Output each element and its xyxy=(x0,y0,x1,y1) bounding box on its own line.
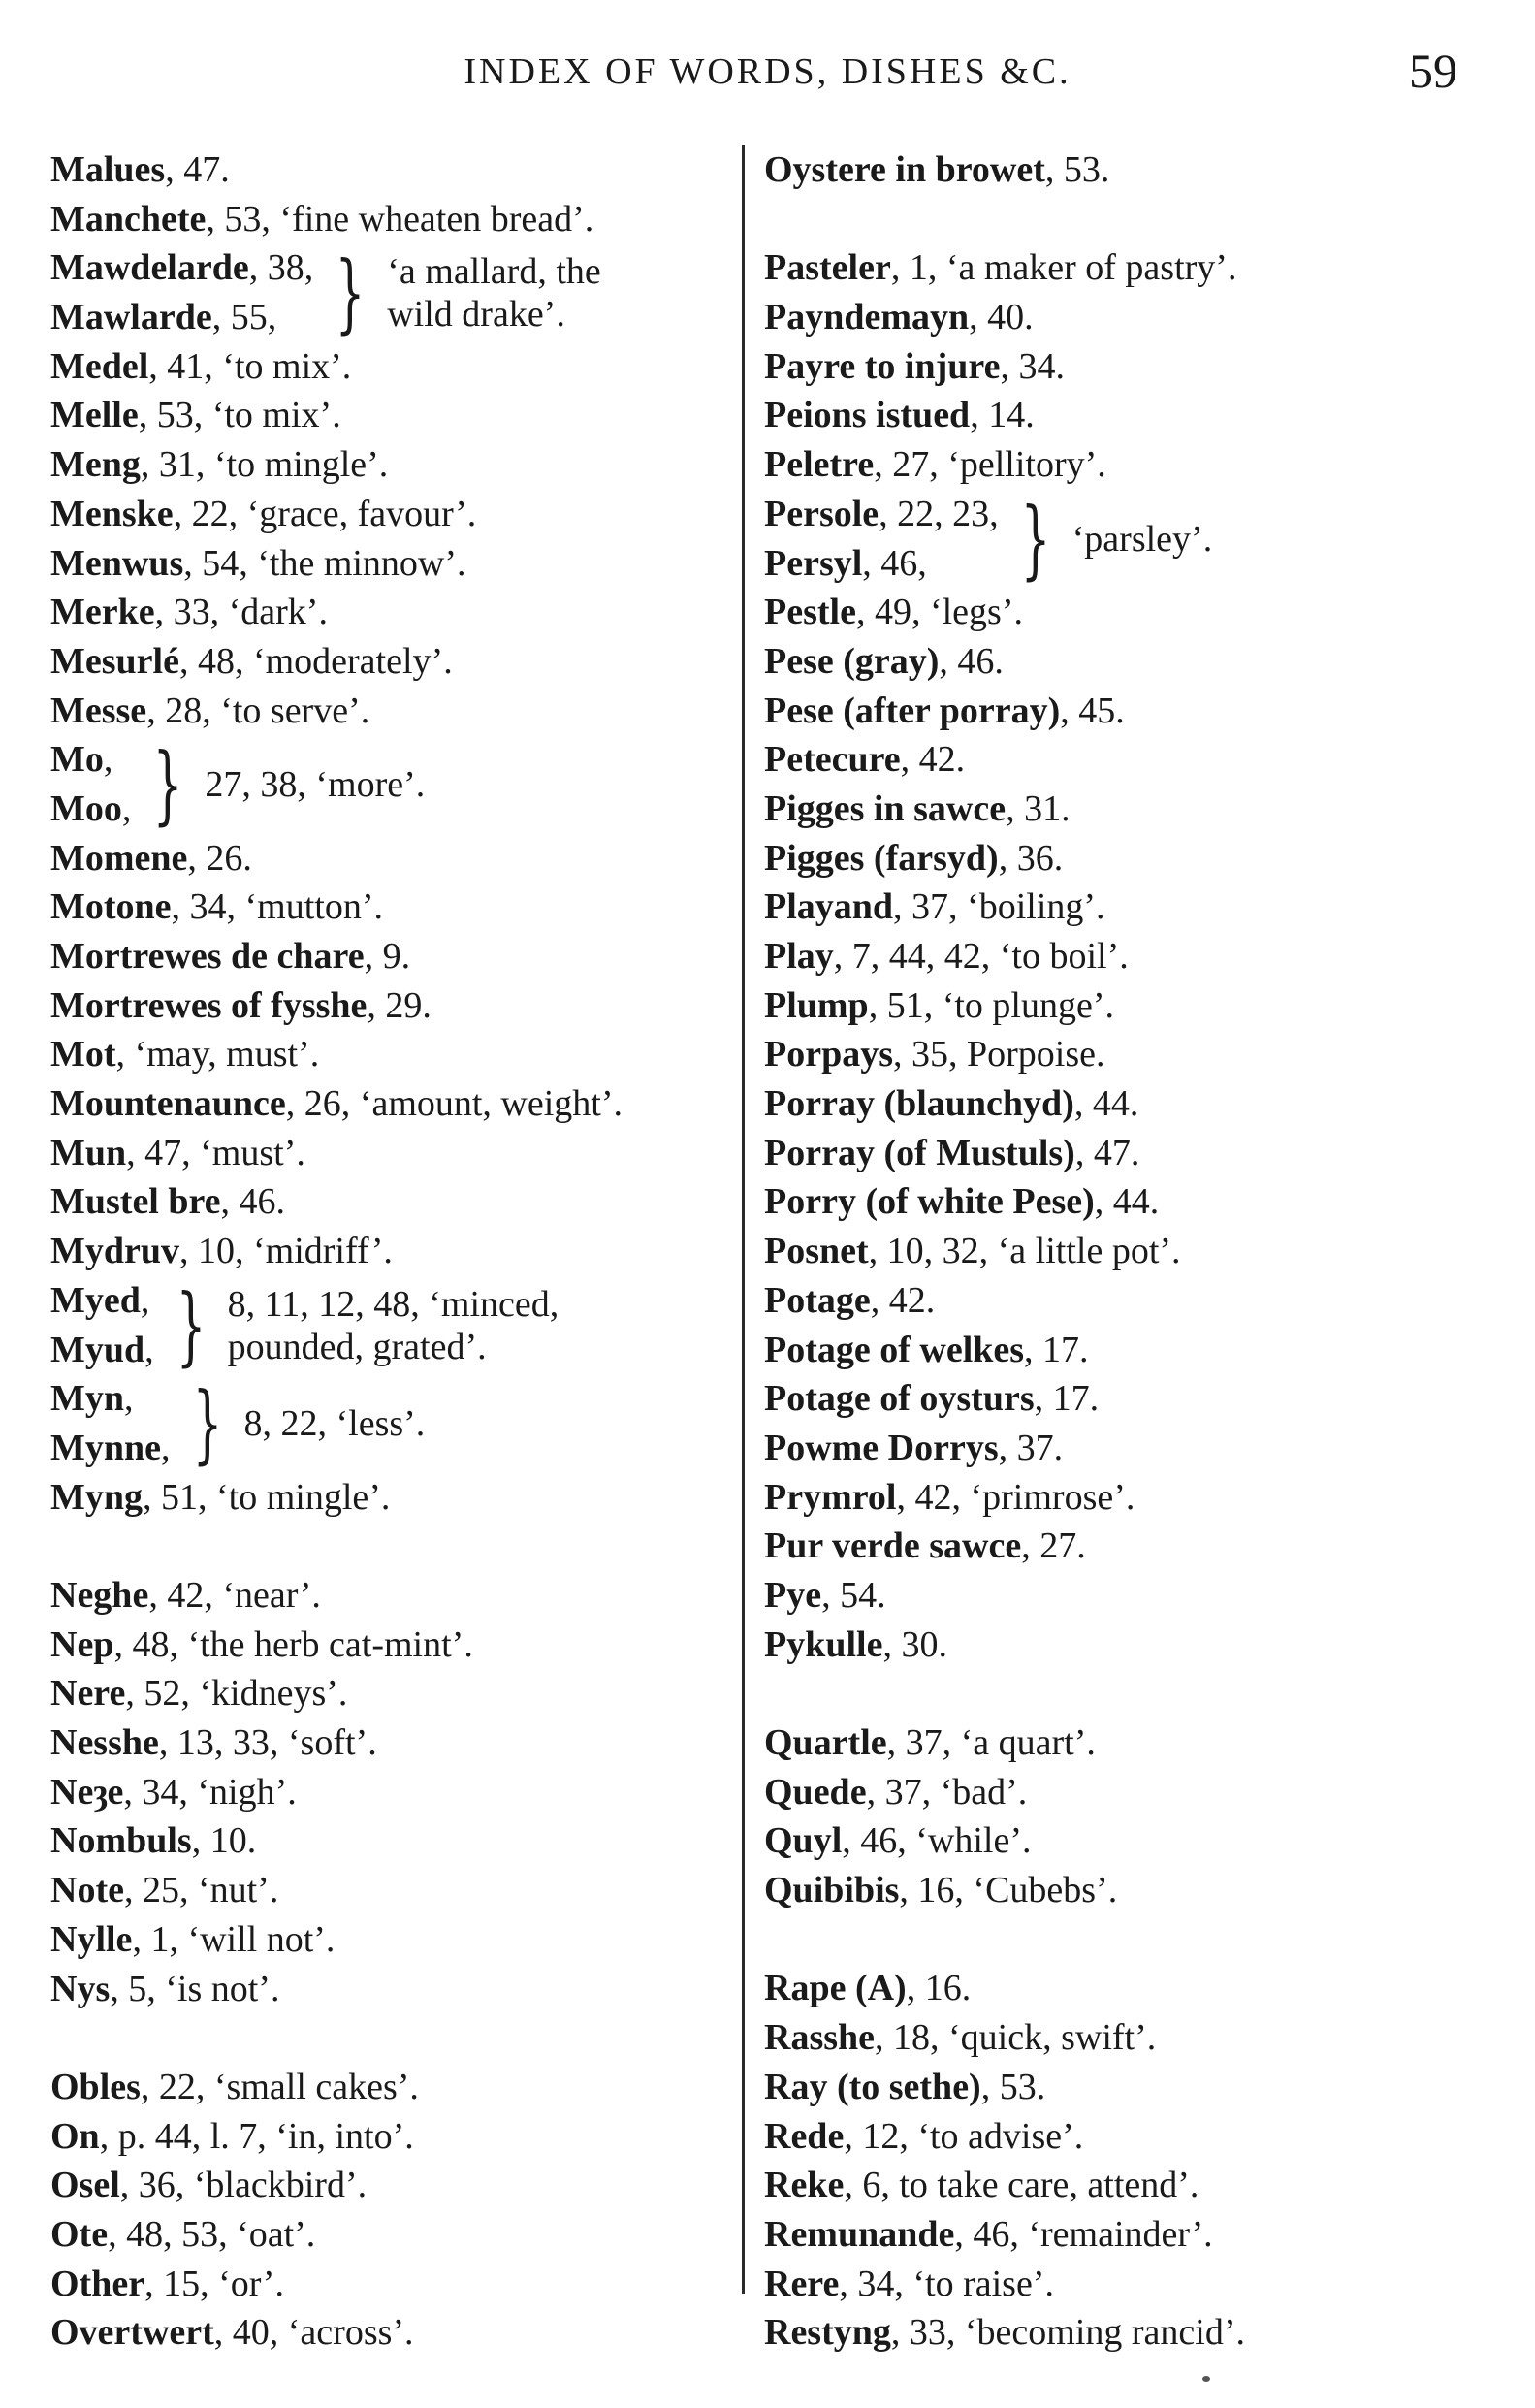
index-entry: Pigges in sawce, 31. xyxy=(764,787,1071,829)
index-entry: Playand, 37, ‘boiling’. xyxy=(764,886,1105,928)
page-title: INDEX OF WORDS, DISHES &C. xyxy=(464,51,1071,92)
brace-glyph: } xyxy=(335,242,366,343)
index-entry: Payre to injure, 34. xyxy=(764,345,1065,387)
index-entry: Note, 25, ‘nut’. xyxy=(50,1870,279,1911)
left-column xyxy=(50,145,729,2358)
index-entry: Porpays, 35, Porpoise. xyxy=(764,1034,1105,1076)
index-entry: Restyng, 33, ‘becoming rancid’. xyxy=(764,2312,1245,2354)
index-entry: Play, 7, 44, 42, ‘to boil’. xyxy=(764,936,1129,978)
index-entry: Messe, 28, ‘to serve’. xyxy=(50,690,370,731)
entry-list xyxy=(764,145,1511,195)
index-entry: Ote, 48, 53, ‘oat’. xyxy=(50,2213,316,2255)
index-entry: Overtwert, 40, ‘across’. xyxy=(50,2312,414,2354)
index-entry: Neȝe, 34, ‘nigh’. xyxy=(50,1771,297,1813)
index-entry: Payndemayn, 40. xyxy=(764,297,1034,338)
entry-list xyxy=(50,834,729,1276)
index-entry: Meng, 31, ‘to mingle’. xyxy=(50,444,389,486)
section-gap xyxy=(50,2013,729,2063)
index-entry: Nys, 5, ‘is not’. xyxy=(50,1968,280,2009)
index-entry: Ray (to sethe), 53. xyxy=(764,2066,1046,2107)
index-entry: Rede, 12, ‘to advise’. xyxy=(764,2115,1084,2157)
index-entry: Potage of welkes, 17. xyxy=(764,1329,1089,1370)
index-entry: Mortrewes de chare, 9. xyxy=(50,936,411,978)
index-entry: Porray (blaunchyd), 44. xyxy=(764,1083,1139,1125)
index-entry: Pese (after porray), 45. xyxy=(764,690,1125,731)
group-headword: Mo, xyxy=(50,739,113,781)
index-entry: Quyl, 46, ‘while’. xyxy=(764,1820,1032,1862)
index-entry: Neghe, 42, ‘near’. xyxy=(50,1575,321,1616)
group-gloss-line: 8, 22, ‘less’. xyxy=(243,1402,426,1444)
index-entry: Nesshe, 13, 33, ‘soft’. xyxy=(50,1722,377,1764)
group-headwords xyxy=(50,1276,154,1374)
index-entry: Peions istued, 14. xyxy=(764,395,1035,436)
index-entry: Nere, 52, ‘kidneys’. xyxy=(50,1673,348,1715)
group-headword: Persole, 22, 23, xyxy=(764,493,999,534)
entry-list xyxy=(50,1571,729,2013)
index-entry: Pigges (farsyd), 36. xyxy=(764,837,1064,879)
group-headwords xyxy=(50,243,313,341)
index-entry: Motone, 34, ‘mutton’. xyxy=(50,886,384,928)
entry-list xyxy=(50,2063,729,2358)
index-entry: Myng, 51, ‘to mingle’. xyxy=(50,1476,391,1518)
brace-glyph: } xyxy=(192,1372,222,1473)
index-entry: Plump, 51, ‘to plunge’. xyxy=(764,984,1114,1026)
index-entry: Rasshe, 18, ‘quick, swift’. xyxy=(764,2017,1157,2059)
index-entry: Potage of oysturs, 17. xyxy=(764,1378,1100,1420)
entry-list xyxy=(764,1964,1511,2358)
index-entry: Pese (gray), 46. xyxy=(764,640,1004,682)
index-entry: Manchete, 53, ‘fine wheaten bread’. xyxy=(50,198,594,240)
group-gloss-line: 27, 38, ‘more’. xyxy=(205,763,426,805)
index-entry: Mortrewes of fysshe, 29. xyxy=(50,984,432,1026)
entry-list xyxy=(764,1718,1511,1915)
brace-glyph: } xyxy=(152,733,183,834)
column-divider xyxy=(742,145,745,2294)
index-entry: Obles, 22, ‘small cakes’. xyxy=(50,2066,419,2107)
index-entry: Pestle, 49, ‘legs’. xyxy=(764,592,1023,633)
group-headword: Myn, xyxy=(50,1378,134,1420)
entry-list xyxy=(764,588,1511,1669)
group-gloss-line: ‘a mallard, the xyxy=(387,251,601,293)
section-gap xyxy=(50,1522,729,1571)
index-entry: Other, 15, ‘or’. xyxy=(50,2263,284,2304)
index-entry: Porry (of white Pese), 44. xyxy=(764,1181,1160,1223)
index-entry: Melle, 53, ‘to mix’. xyxy=(50,395,341,436)
index-entry: Pykulle, 30. xyxy=(764,1623,947,1665)
index-entry: Menske, 22, ‘grace, favour’. xyxy=(50,493,477,534)
index-entry: Malues, 47. xyxy=(50,149,230,190)
group-gloss-line: 8, 11, 12, 48, ‘minced, xyxy=(227,1283,560,1325)
group-headword: Persyl, 46, xyxy=(764,542,927,584)
group-headword: Mawdelarde, 38, xyxy=(50,247,314,289)
group-headword: Myud, xyxy=(50,1329,154,1370)
group-headword: Myed, xyxy=(50,1279,150,1321)
index-entry: Oystere in browet, 53. xyxy=(764,149,1110,190)
index-entry: Quartle, 37, ‘a quart’. xyxy=(764,1722,1096,1764)
grouped-entry xyxy=(50,1374,729,1472)
entry-list xyxy=(764,243,1511,489)
index-entry: Remunande, 46, ‘remainder’. xyxy=(764,2213,1213,2255)
index-entry: Pye, 54. xyxy=(764,1574,886,1616)
entry-list xyxy=(50,1473,729,1523)
index-entry: Porray (of Mustuls), 47. xyxy=(764,1132,1140,1173)
group-gloss xyxy=(228,1283,560,1368)
index-entry: Prymrol, 42, ‘primrose’. xyxy=(764,1476,1135,1518)
index-entry: Mot, ‘may, must’. xyxy=(50,1034,320,1076)
section-gap xyxy=(764,1669,1511,1718)
index-entry: Nombuls, 10. xyxy=(50,1820,257,1862)
group-gloss-line: pounded, grated’. xyxy=(227,1326,487,1367)
page-number: 59 xyxy=(1409,44,1457,98)
right-column xyxy=(764,145,1511,2358)
index-entry: Potage, 42. xyxy=(764,1279,936,1321)
group-headword: Mawlarde, 55, xyxy=(50,297,277,338)
group-gloss xyxy=(387,250,601,336)
group-gloss-line: ‘parsley’. xyxy=(1071,518,1213,560)
index-entry: Nylle, 1, ‘will not’. xyxy=(50,1918,336,1960)
index-entry: Rape (A), 16. xyxy=(764,1968,972,2009)
index-entry: Powme Dorrys, 37. xyxy=(764,1427,1064,1468)
index-entry: Merke, 33, ‘dark’. xyxy=(50,592,328,633)
index-entry: On, p. 44, l. 7, ‘in, into’. xyxy=(50,2115,414,2157)
section-gap xyxy=(764,195,1511,244)
index-entry: Peletre, 27, ‘pellitory’. xyxy=(764,444,1106,486)
group-gloss xyxy=(1072,518,1213,561)
index-entry: Osel, 36, ‘blackbird’. xyxy=(50,2165,368,2206)
group-gloss xyxy=(244,1402,426,1445)
index-entry: Mountenaunce, 26, ‘amount, weight’. xyxy=(50,1083,624,1125)
index-entry: Posnet, 10, 32, ‘a little pot’. xyxy=(764,1231,1181,1272)
index-entry: Menwus, 54, ‘the minnow’. xyxy=(50,542,466,584)
index-entry: Petecure, 42. xyxy=(764,739,966,781)
brace-glyph: } xyxy=(1020,488,1051,589)
group-headwords xyxy=(50,1374,171,1472)
index-entry: Medel, 41, ‘to mix’. xyxy=(50,345,352,387)
index-entry: Quede, 37, ‘bad’. xyxy=(764,1771,1028,1813)
group-headword: Mynne, xyxy=(50,1427,171,1468)
index-entry: Quibibis, 16, ‘Cubebs’. xyxy=(764,1870,1118,1911)
index-entry: Mesurlé, 48, ‘moderately’. xyxy=(50,640,453,682)
index-entry: Pasteler, 1, ‘a maker of pastry’. xyxy=(764,247,1237,289)
index-entry: Mydruv, 10, ‘midriff’. xyxy=(50,1231,393,1272)
group-headwords xyxy=(50,735,131,833)
index-entry: Mun, 47, ‘must’. xyxy=(50,1132,305,1173)
entry-list xyxy=(50,342,729,736)
index-entry: Mustel bre, 46. xyxy=(50,1181,286,1223)
index-entry: Pur verde sawce, 27. xyxy=(764,1525,1086,1567)
entry-list xyxy=(50,145,729,243)
ink-speck xyxy=(1202,2376,1210,2382)
index-entry: Nep, 48, ‘the herb cat-mint’. xyxy=(50,1623,473,1665)
group-headwords xyxy=(764,490,999,588)
grouped-entry xyxy=(50,1276,729,1374)
grouped-entry xyxy=(764,490,1511,588)
grouped-entry xyxy=(50,243,729,341)
index-entry: Reke, 6, to take care, attend’. xyxy=(764,2165,1199,2206)
section-gap xyxy=(764,1915,1511,1965)
grouped-entry xyxy=(50,735,729,833)
index-entry: Momene, 26. xyxy=(50,837,252,879)
group-gloss xyxy=(205,763,425,806)
group-headword: Moo, xyxy=(50,787,132,829)
index-entry: Rere, 34, ‘to raise’. xyxy=(764,2263,1054,2304)
group-gloss-line: wild drake’. xyxy=(387,294,565,336)
brace-glyph: } xyxy=(176,1274,207,1375)
